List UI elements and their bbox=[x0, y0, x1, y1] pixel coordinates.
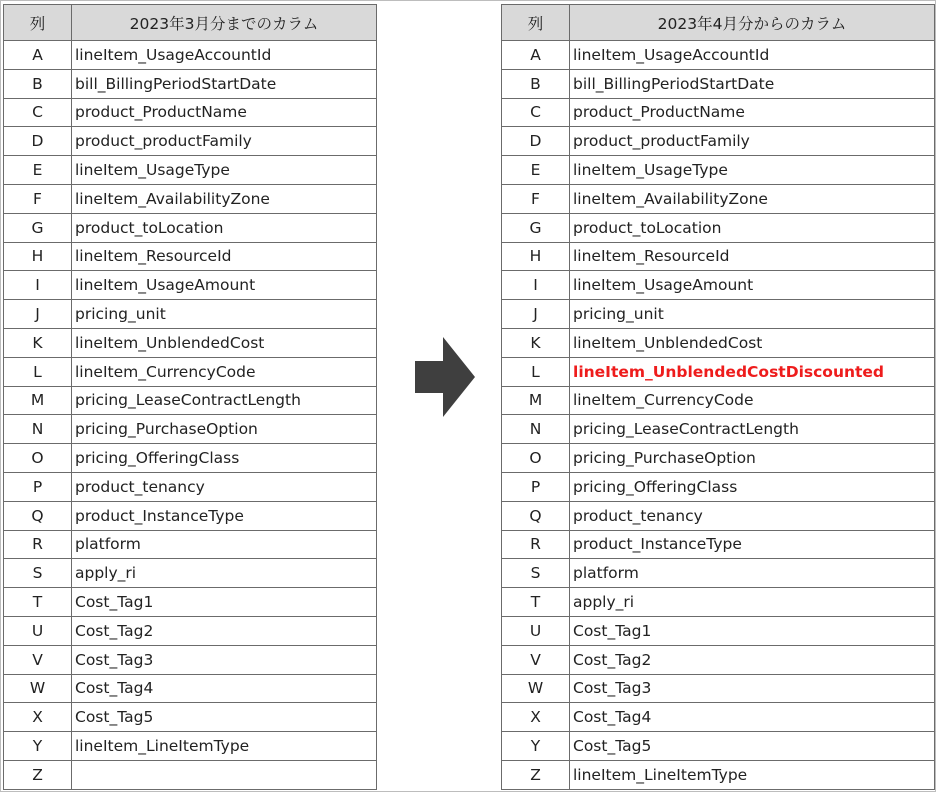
column-letter-cell: J bbox=[502, 300, 570, 329]
table-row bbox=[502, 242, 935, 271]
column-name-cell: product_toLocation bbox=[72, 213, 377, 242]
column-name-cell: platform bbox=[72, 530, 377, 559]
table-row bbox=[4, 645, 377, 674]
table-row bbox=[502, 386, 935, 415]
table-row bbox=[502, 501, 935, 530]
column-name-cell: pricing_OfferingClass bbox=[570, 472, 935, 501]
column-letter-cell: S bbox=[4, 559, 72, 588]
table-row bbox=[4, 760, 377, 789]
column-name-cell: lineItem_UsageAmount bbox=[72, 271, 377, 300]
column-name-cell: platform bbox=[570, 559, 935, 588]
column-letter-cell: L bbox=[4, 357, 72, 386]
column-letter-cell: M bbox=[502, 386, 570, 415]
table-row bbox=[4, 616, 377, 645]
column-name-cell: Cost_Tag3 bbox=[570, 674, 935, 703]
column-name-cell: pricing_PurchaseOption bbox=[570, 444, 935, 473]
table-row bbox=[502, 127, 935, 156]
column-letter-cell: O bbox=[4, 444, 72, 473]
column-name-cell: lineItem_UsageType bbox=[570, 156, 935, 185]
column-letter-cell: V bbox=[4, 645, 72, 674]
column-name-header: 2023年4月分からのカラム bbox=[570, 5, 935, 41]
table-row bbox=[502, 357, 935, 386]
table-header-row bbox=[502, 5, 935, 41]
table-row bbox=[502, 760, 935, 789]
column-letter-cell: K bbox=[502, 328, 570, 357]
table-row bbox=[502, 271, 935, 300]
table-row bbox=[502, 300, 935, 329]
column-name-cell: Cost_Tag3 bbox=[72, 645, 377, 674]
column-name-cell: lineItem_ResourceId bbox=[570, 242, 935, 271]
column-name-cell: product_tenancy bbox=[570, 501, 935, 530]
column-letter-cell: H bbox=[4, 242, 72, 271]
column-letter-cell: F bbox=[502, 184, 570, 213]
column-letter-cell: G bbox=[502, 213, 570, 242]
column-name-cell: Cost_Tag1 bbox=[72, 588, 377, 617]
column-name-cell: bill_BillingPeriodStartDate bbox=[570, 69, 935, 98]
column-letter-cell: I bbox=[502, 271, 570, 300]
table-row bbox=[502, 156, 935, 185]
column-letter-cell: Q bbox=[4, 501, 72, 530]
column-name-cell: lineItem_UsageAccountId bbox=[570, 41, 935, 70]
table-row bbox=[4, 357, 377, 386]
column-letter-cell: H bbox=[502, 242, 570, 271]
column-name-cell: product_InstanceType bbox=[72, 501, 377, 530]
column-name-cell: Cost_Tag5 bbox=[72, 703, 377, 732]
arrow-shape bbox=[415, 337, 475, 417]
column-letter-cell: D bbox=[502, 127, 570, 156]
column-name-cell: Cost_Tag2 bbox=[72, 616, 377, 645]
column-letter-cell: T bbox=[4, 588, 72, 617]
column-name-cell: pricing_unit bbox=[72, 300, 377, 329]
column-letter-cell: W bbox=[502, 674, 570, 703]
table-row bbox=[502, 472, 935, 501]
column-name-cell: Cost_Tag4 bbox=[72, 674, 377, 703]
column-name-cell: lineItem_UsageAmount bbox=[570, 271, 935, 300]
column-letter-cell: N bbox=[502, 415, 570, 444]
column-name-cell: Cost_Tag1 bbox=[570, 616, 935, 645]
column-letter-cell: G bbox=[4, 213, 72, 242]
table-row bbox=[4, 69, 377, 98]
column-name-cell: lineItem_LineItemType bbox=[72, 732, 377, 761]
table-row bbox=[502, 703, 935, 732]
table-row bbox=[4, 559, 377, 588]
table-row bbox=[502, 530, 935, 559]
table-row bbox=[502, 444, 935, 473]
column-name-cell: product_InstanceType bbox=[570, 530, 935, 559]
column-name-cell: pricing_LeaseContractLength bbox=[570, 415, 935, 444]
column-name-cell: lineItem_CurrencyCode bbox=[72, 357, 377, 386]
column-letter-cell: U bbox=[4, 616, 72, 645]
column-letter-cell: V bbox=[502, 645, 570, 674]
column-name-cell bbox=[72, 760, 377, 789]
column-letter-cell: C bbox=[4, 98, 72, 127]
column-letter-cell: Y bbox=[4, 732, 72, 761]
column-letter-cell: E bbox=[502, 156, 570, 185]
column-letter-cell: I bbox=[4, 271, 72, 300]
column-letter-cell: R bbox=[4, 530, 72, 559]
column-name-cell: lineItem_AvailabilityZone bbox=[72, 184, 377, 213]
table-row bbox=[502, 645, 935, 674]
table-row bbox=[4, 501, 377, 530]
column-name-cell: Cost_Tag4 bbox=[570, 703, 935, 732]
table-row bbox=[4, 674, 377, 703]
added-column-name-cell: lineItem_UnblendedCostDiscounted bbox=[570, 357, 935, 386]
column-letter-cell: Q bbox=[502, 501, 570, 530]
column-name-cell: Cost_Tag2 bbox=[570, 645, 935, 674]
column-name-cell: product_toLocation bbox=[570, 213, 935, 242]
column-name-cell: pricing_PurchaseOption bbox=[72, 415, 377, 444]
column-letter-cell: U bbox=[502, 616, 570, 645]
table-row bbox=[4, 300, 377, 329]
column-letter-cell: L bbox=[502, 357, 570, 386]
column-name-cell: apply_ri bbox=[72, 559, 377, 588]
column-name-header: 2023年3月分までのカラム bbox=[72, 5, 377, 41]
table-header-row bbox=[4, 5, 377, 41]
column-letter-cell: M bbox=[4, 386, 72, 415]
column-name-cell: product_tenancy bbox=[72, 472, 377, 501]
table-row bbox=[4, 213, 377, 242]
column-letter-cell: Z bbox=[502, 760, 570, 789]
column-name-cell: lineItem_UnblendedCost bbox=[570, 328, 935, 357]
column-name-cell: lineItem_UsageType bbox=[72, 156, 377, 185]
column-letter-cell: B bbox=[502, 69, 570, 98]
column-name-cell: lineItem_UnblendedCost bbox=[72, 328, 377, 357]
column-name-cell: lineItem_LineItemType bbox=[570, 760, 935, 789]
table-row bbox=[4, 444, 377, 473]
right-arrow-icon bbox=[415, 337, 475, 417]
column-letter-cell: A bbox=[502, 41, 570, 70]
table-row bbox=[4, 271, 377, 300]
table-row bbox=[502, 732, 935, 761]
column-name-cell: Cost_Tag5 bbox=[570, 732, 935, 761]
column-letter-cell: S bbox=[502, 559, 570, 588]
column-name-cell: lineItem_UsageAccountId bbox=[72, 41, 377, 70]
column-name-cell: product_ProductName bbox=[570, 98, 935, 127]
column-letter-cell: P bbox=[502, 472, 570, 501]
table-row bbox=[502, 98, 935, 127]
column-name-cell: product_ProductName bbox=[72, 98, 377, 127]
columns-before-table bbox=[3, 4, 377, 790]
column-name-cell: product_productFamily bbox=[570, 127, 935, 156]
column-letter-cell: N bbox=[4, 415, 72, 444]
column-letter-cell: Z bbox=[4, 760, 72, 789]
table-row bbox=[4, 732, 377, 761]
column-name-cell: apply_ri bbox=[570, 588, 935, 617]
column-letter-header: 列 bbox=[4, 5, 72, 41]
table-row bbox=[502, 674, 935, 703]
table-row bbox=[502, 559, 935, 588]
table-row bbox=[4, 328, 377, 357]
table-body bbox=[502, 41, 935, 790]
column-letter-cell: W bbox=[4, 674, 72, 703]
table-row bbox=[502, 69, 935, 98]
column-letter-cell: O bbox=[502, 444, 570, 473]
table-row bbox=[502, 415, 935, 444]
table-row bbox=[4, 703, 377, 732]
column-letter-cell: T bbox=[502, 588, 570, 617]
column-name-cell: pricing_OfferingClass bbox=[72, 444, 377, 473]
table-row bbox=[4, 530, 377, 559]
table-row bbox=[4, 98, 377, 127]
column-name-cell: pricing_LeaseContractLength bbox=[72, 386, 377, 415]
column-letter-cell: R bbox=[502, 530, 570, 559]
column-name-cell: bill_BillingPeriodStartDate bbox=[72, 69, 377, 98]
table-row bbox=[502, 328, 935, 357]
column-name-cell: product_productFamily bbox=[72, 127, 377, 156]
column-letter-cell: X bbox=[502, 703, 570, 732]
table-row bbox=[4, 415, 377, 444]
column-letter-cell: B bbox=[4, 69, 72, 98]
column-letter-cell: P bbox=[4, 472, 72, 501]
table-row bbox=[4, 184, 377, 213]
column-letter-cell: K bbox=[4, 328, 72, 357]
table-row bbox=[502, 41, 935, 70]
column-letter-cell: D bbox=[4, 127, 72, 156]
table-row bbox=[4, 127, 377, 156]
table-row bbox=[502, 616, 935, 645]
column-letter-cell: Y bbox=[502, 732, 570, 761]
table-row bbox=[502, 213, 935, 242]
column-letter-cell: X bbox=[4, 703, 72, 732]
table-body bbox=[4, 41, 377, 790]
column-name-cell: pricing_unit bbox=[570, 300, 935, 329]
table-row bbox=[502, 588, 935, 617]
table-row bbox=[4, 472, 377, 501]
table-row bbox=[502, 184, 935, 213]
table-row bbox=[4, 156, 377, 185]
column-name-cell: lineItem_ResourceId bbox=[72, 242, 377, 271]
table-row bbox=[4, 41, 377, 70]
column-letter-cell: C bbox=[502, 98, 570, 127]
table-row bbox=[4, 588, 377, 617]
column-letter-cell: J bbox=[4, 300, 72, 329]
column-letter-cell: A bbox=[4, 41, 72, 70]
table-row bbox=[4, 242, 377, 271]
column-letter-cell: F bbox=[4, 184, 72, 213]
table-row bbox=[4, 386, 377, 415]
column-name-cell: lineItem_CurrencyCode bbox=[570, 386, 935, 415]
column-letter-header: 列 bbox=[502, 5, 570, 41]
column-letter-cell: E bbox=[4, 156, 72, 185]
columns-after-table bbox=[501, 4, 935, 790]
column-name-cell: lineItem_AvailabilityZone bbox=[570, 184, 935, 213]
